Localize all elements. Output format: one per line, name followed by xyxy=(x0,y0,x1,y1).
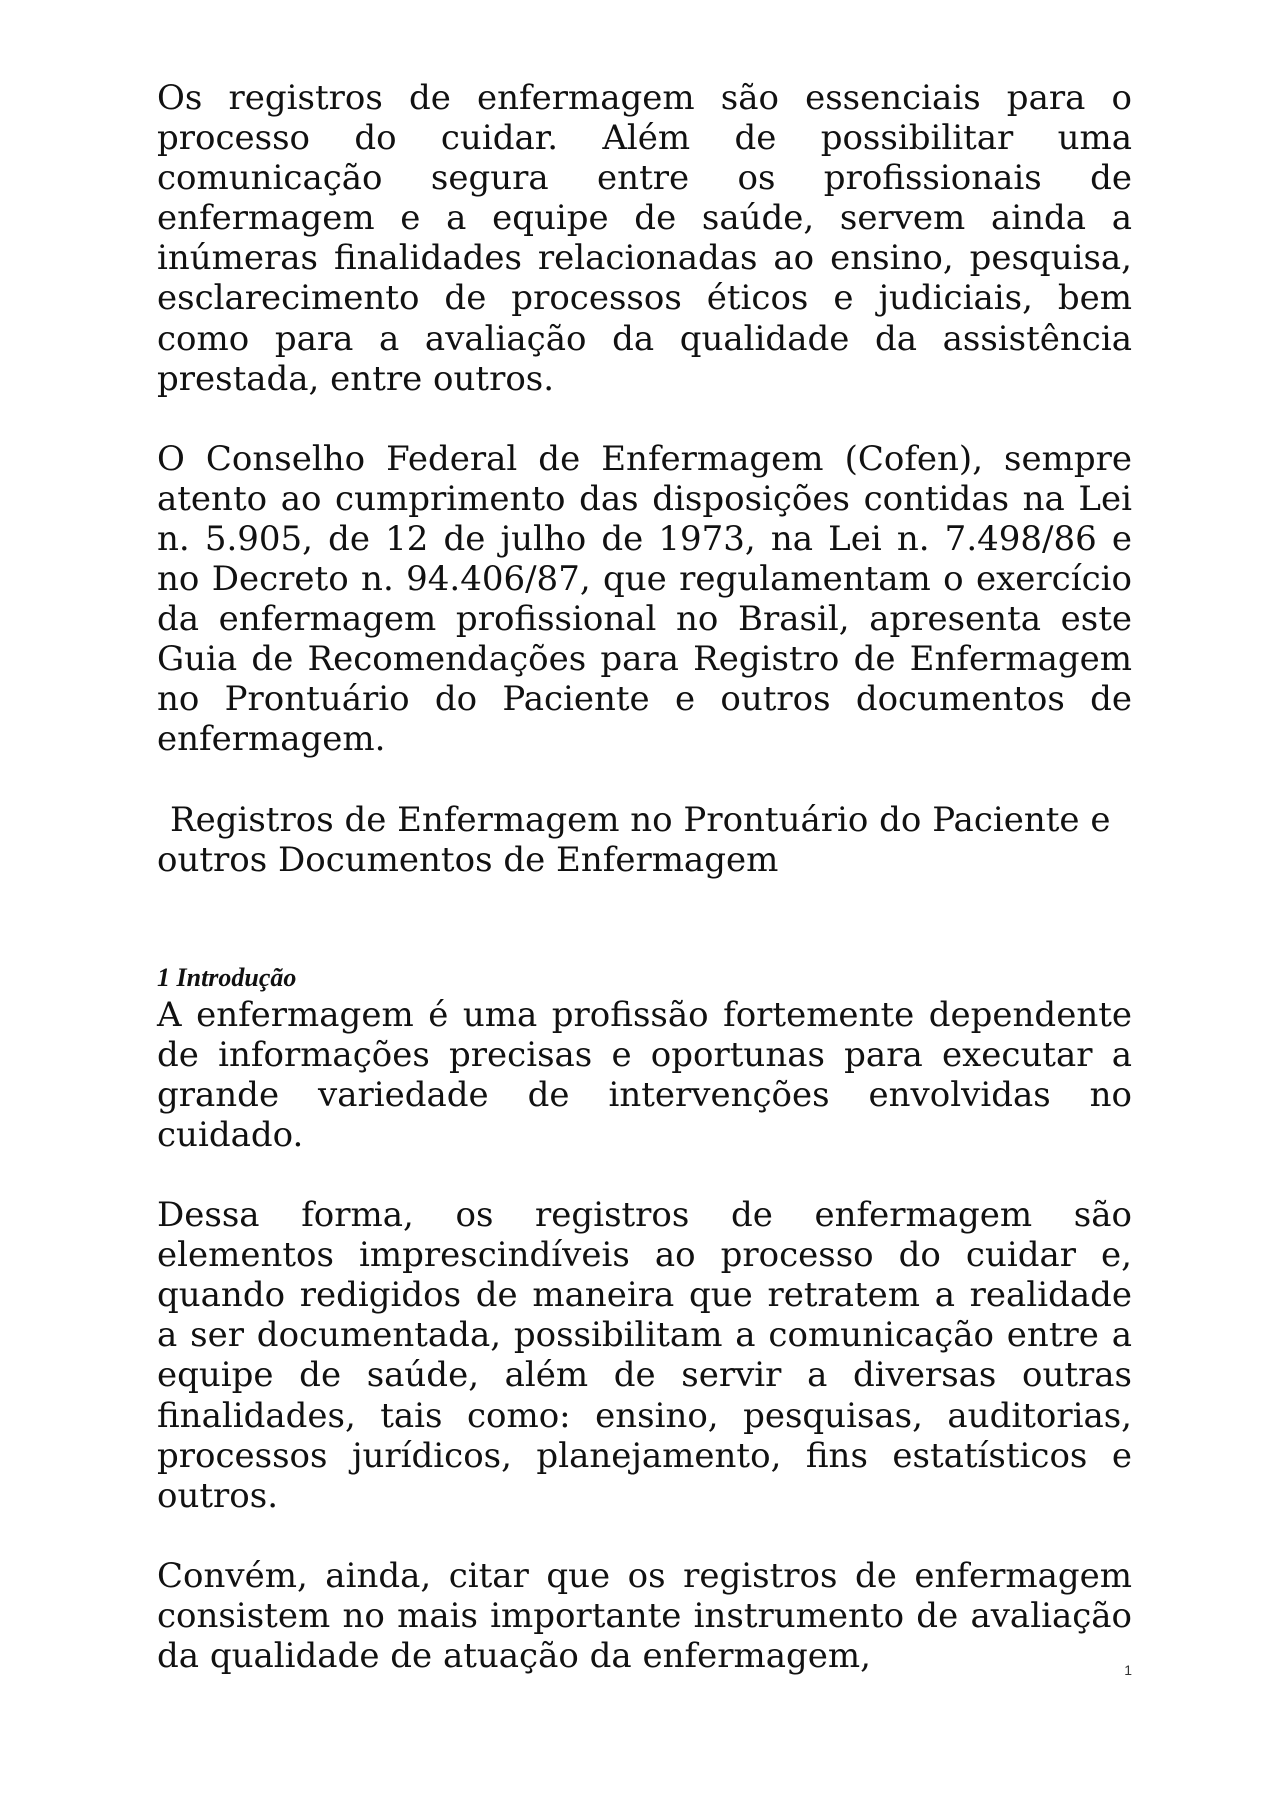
section-paragraph-1: A enfermagem é uma profissão fortemente dependente de informações precisas e oportunas para executar a grande variedade de intervenções envolvidas no cuidado. xyxy=(157,994,1132,1155)
intro-paragraph-2: O Conselho Federal de Enfermagem (Cofen), sempre atento ao cumprimento das disposições contidas na Lei n. 5.905, de 12 de julho de 1973, na Lei n. 7.498/86 e no Decreto n. 94.406/87, que regulamentam o exercício da enfermagem profissional no Brasil, apresenta este Guia de Recomendações para Registro de Enfermagem no Prontuário do Paciente e outros documentos de enfermagem. xyxy=(157,438,1132,760)
page-body xyxy=(157,78,1132,1676)
section-paragraph-2: Dessa forma, os registros de enfermagem são elementos imprescindíveis ao processo do cuidar e, quando redigidos de maneira que retratem a realidade a ser documentada, possibilitam a comunicação entre a equipe de saúde, além de servir a diversas outras finalidades, tais como: ensino, pesquisas, auditorias, processos jurídicos, planejamento, fins estatísticos e outros. xyxy=(157,1195,1132,1516)
page-number: 1 xyxy=(1124,1662,1132,1678)
document-subtitle: Registros de Enfermagem no Prontuário do Paciente e outros Documentos de Enfermagem xyxy=(157,799,1111,880)
intro-paragraph-1: Os registros de enfermagem são essenciais para o processo do cuidar. Além de possibilitar uma comunicação segura entre os profissionais de enfermagem e a equipe de saúde, servem ainda a inúmeras finalidades relacionadas ao ensino, pesquisa, esclarecimento de processos éticos e judiciais, bem como para a avaliação da qualidade da assistência prestada, entre outros. xyxy=(157,78,1132,399)
section-heading-introducao: 1 Introdução xyxy=(157,962,297,992)
section-paragraph-3: Convém, ainda, citar que os registros de enfermagem consistem no mais importante instrumento de avaliação da qualidade de atuação da enfermagem, xyxy=(157,1555,1132,1676)
